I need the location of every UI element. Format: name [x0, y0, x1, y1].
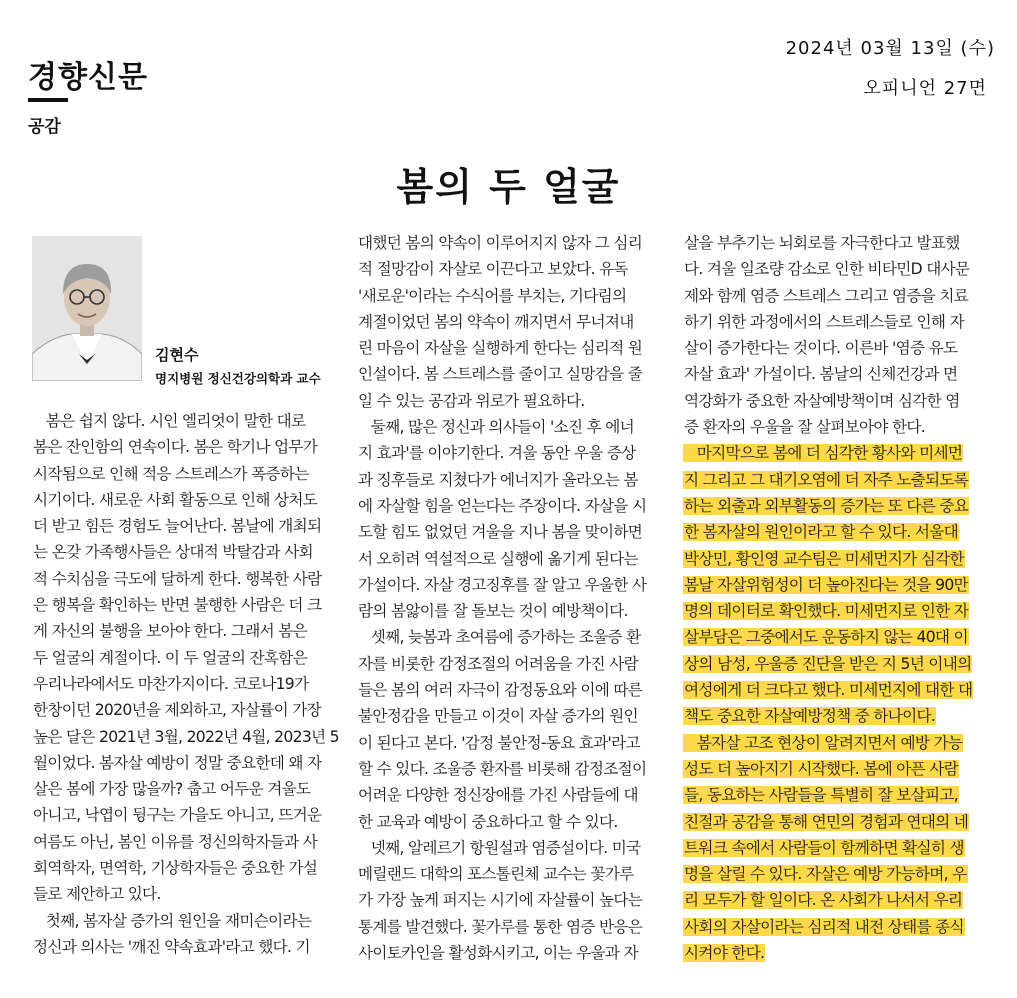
text-line: 할 수 있다. 조울증 환자를 비롯해 감정조절이 — [358, 759, 647, 778]
highlighted-text-line: 지 그리고 그 대기오염에 더 자주 노출되도록 — [684, 470, 969, 489]
text-line: 들로 제안하고 있다. — [33, 885, 161, 904]
text-line: 계절이었던 봄의 약속이 깨지면서 무너져내 — [358, 312, 634, 331]
highlighted-text-line: 리 모두가 할 일이다. 온 사회가 나서서 우리 — [684, 891, 963, 910]
text-line: 회역학자, 면역학, 기상학자들은 중요한 가설 — [33, 859, 318, 878]
text-line: 아니고, 낙엽이 뒹구는 가을도 아니고, 뜨거운 — [33, 806, 322, 825]
text-line: 적 수치심을 극도에 달하게 한다. 행복한 사람 — [33, 569, 322, 588]
text-line: 인설이다. 봄 스트레스를 줄이고 실망감을 줄 — [358, 365, 643, 384]
text-line: 는 온갖 가족행사들은 상대적 박탈감과 사회 — [33, 543, 313, 562]
text-line: 가 가장 높게 퍼지는 시기에 자살률이 높다는 — [358, 891, 643, 910]
issue-date: 2024년 03월 13일 (수) — [785, 38, 995, 59]
author-name: 김현수 — [155, 346, 199, 364]
text-line: 일 수 있는 공감과 위로가 필요하다. — [358, 391, 585, 410]
highlighted-text-line: 살부담은 그중에서도 운동하지 않는 40대 이 — [684, 628, 968, 647]
text-line: 가설이다. 자살 경고징후를 잘 알고 우울한 사 — [358, 575, 647, 594]
text-line: 한 교육과 예방이 중요하다고 할 수 있다. — [358, 812, 618, 831]
highlighted-text-line: 상의 남성, 우울증 진단을 받은 지 5년 이내의 — [684, 654, 972, 673]
section-bar — [28, 98, 68, 102]
text-line: 넷째, 알레르기 항원설과 염증설이다. 미국 — [358, 838, 641, 857]
highlighted-text-line: 트워크 속에서 사람들이 함께하면 확실히 생 — [684, 838, 964, 857]
highlighted-text-line: 여성에게 더 크다고 했다. 미세먼지에 대한 대 — [684, 681, 973, 700]
text-line: 첫째, 봄자살 증가의 원인을 재미슨이라는 — [33, 911, 312, 930]
highlighted-text-line: 한 봄자살의 원인이라고 할 수 있다. 서울대 — [684, 523, 958, 542]
text-line: 살은 봄에 가장 많을까? 춥고 어두운 겨울도 — [33, 780, 311, 799]
text-line: 지 효과'를 이야기한다. 겨울 동안 우울 증상 — [358, 444, 636, 463]
text-line: 불안정감을 만들고 이것이 자살 증가의 원인 — [358, 707, 638, 726]
highlighted-text-line: 봄날 자살위험성이 더 높아진다는 것을 90만 — [684, 575, 968, 594]
page-number: 오피니언 27면 — [863, 78, 987, 99]
text-line: 대했던 봄의 약속이 이루어지지 않자 그 심리 — [358, 234, 643, 252]
text-line: '새로운'이라는 수식어를 부치는, 기다림의 — [358, 286, 627, 305]
text-line: 살이 증가한다는 것이다. 이른바 '염증 유도 — [684, 339, 958, 358]
author-title: 명지병원 정신건강의학과 교수 — [155, 371, 321, 386]
text-line: 람의 봄앓이를 잘 돌보는 것이 예방책이다. — [358, 602, 628, 621]
text-line: 두 얼굴의 계절이다. 이 두 얼굴의 잔혹함은 — [33, 648, 307, 667]
text-line: 사이토카인을 활성화시키고, 이는 우울과 자 — [358, 944, 638, 963]
newspaper-masthead: 경향신문 — [28, 60, 148, 95]
text-line: 메릴랜드 대학의 포스톨린체 교수는 꽃가루 — [358, 865, 634, 884]
text-line: 월이었다. 봄자살 예방이 정말 중요한데 왜 자 — [33, 753, 322, 772]
text-line: 증 환자의 우울을 잘 살펴보아야 한다. — [684, 418, 925, 437]
text-line: 자를 비롯한 감정조절의 어려움을 가진 사람 — [358, 654, 638, 673]
text-line: 시기이다. 새로운 사회 활동으로 인해 상처도 — [33, 490, 318, 509]
text-line: 게 자신의 불행을 보아야 한다. 그래서 봄은 — [33, 622, 307, 641]
highlighted-text-line: 박상민, 황인영 교수팀은 미세먼지가 심각한 — [684, 549, 964, 568]
text-line: 적 절망감이 자살로 이끈다고 보았다. 유독 — [358, 260, 628, 279]
article-column-3 — [683, 230, 993, 966]
text-line: 한창이던 2020년을 제외하고, 자살률이 가장 — [33, 701, 321, 720]
text-line: 시작됨으로 인해 적응 스트레스가 폭증하는 — [33, 464, 309, 483]
highlighted-text-line: 하는 외출과 외부활동의 증가는 또 다른 중요 — [684, 496, 969, 515]
text-line: 여름도 아닌, 봄인 이유를 정신의학자들과 사 — [33, 832, 318, 851]
text-line: 서 오히려 역설적으로 실행에 옮기게 된다는 — [358, 549, 638, 568]
text-line: 하기 위한 과정에서의 스트레스들로 인해 자 — [684, 312, 964, 331]
text-line: 우리나라에서도 마찬가지이다. 코로나19가 — [33, 674, 309, 693]
text-line: 셋째, 늦봄과 초여름에 증가하는 조울증 환 — [358, 628, 641, 647]
text-line: 린 마음이 자살을 실행하게 한다는 심리적 원 — [358, 339, 643, 358]
text-line: 에 자살할 힘을 얻는다는 주장이다. 자살을 시 — [358, 496, 647, 515]
text-line: 역강화가 중요한 자살예방책이며 심각한 염 — [684, 391, 960, 410]
highlighted-text-line: 명의 데이터로 확인했다. 미세먼지로 인한 자 — [684, 602, 969, 621]
author-photo — [32, 236, 142, 381]
highlighted-text-line: 성도 더 높아지기 시작했다. 봄에 아픈 사람 — [684, 759, 958, 778]
text-line: 정신과 의사는 '깨진 약속효과'라고 했다. 기 — [33, 937, 310, 956]
highlighted-text-line: 명을 살릴 수 있다. 자살은 예방 가능하며, 우 — [684, 865, 967, 884]
text-line: 어려운 다양한 정신장애를 가진 사람들에 대 — [358, 786, 638, 805]
text-line: 이 된다고 본다. '감정 불안정-동요 효과'라고 — [358, 733, 640, 752]
highlighted-text-line: 들, 동요하는 사람들을 특별히 잘 보살피고, — [684, 786, 958, 805]
highlighted-text-line: 친절과 공감을 통해 연민의 경험과 연대의 네 — [684, 812, 969, 831]
text-line: 과 징후들로 지쳤다가 에너지가 올라오는 봄 — [358, 470, 638, 489]
highlighted-text-line: 마지막으로 봄에 더 심각한 황사와 미세먼 — [684, 444, 963, 463]
article-column-1 — [32, 408, 337, 960]
text-line: 자살 효과' 가설이다. 봄날의 신체건강과 면 — [684, 365, 958, 384]
article-column-2 — [357, 230, 672, 966]
text-line: 봄은 잔인함의 연속이다. 봄은 학기나 업무가 — [33, 438, 318, 457]
text-line: 통계를 발견했다. 꽃가루를 통한 염증 반응은 — [358, 917, 643, 936]
text-line: 높은 달은 2021년 3월, 2022년 4월, 2023년 5 — [33, 727, 339, 746]
text-line: 들은 봄의 여러 자극이 감정동요와 이에 따른 — [358, 681, 643, 700]
text-line: 둘째, 많은 정신과 의사들이 '소진 후 에너 — [358, 418, 634, 437]
text-line: 더 받고 힘든 경험도 늘어난다. 봄날에 개최되 — [33, 517, 322, 536]
highlighted-text-line: 책도 중요한 자살예방정책 중 하나이다. — [684, 707, 936, 726]
highlighted-text-line: 사회의 자살이라는 심리적 내전 상태를 종식 — [684, 917, 964, 936]
text-line: 제와 함께 염증 스트레스 그리고 염증을 치료 — [684, 286, 969, 305]
text-line: 살을 부추기는 뇌회로를 자극한다고 발표했 — [684, 234, 960, 252]
text-line: 다. 겨울 일조량 감소로 인한 비타민D 대사문 — [684, 260, 970, 279]
article-headline: 봄의 두 얼굴 — [396, 164, 621, 209]
text-line: 도할 힘도 없었던 겨울을 지나 봄을 맞이하면 — [358, 523, 643, 542]
highlighted-text-line: 시켜야 한다. — [684, 944, 765, 963]
section-label: 공감 — [28, 117, 61, 137]
highlighted-text-line: 봄자살 고조 현상이 알려지면서 예방 가능 — [684, 733, 963, 752]
text-line: 은 행복을 확인하는 반면 불행한 사람은 더 크 — [33, 596, 322, 615]
text-line: 봄은 쉽지 않다. 시인 엘리엇이 말한 대로 — [33, 412, 306, 430]
